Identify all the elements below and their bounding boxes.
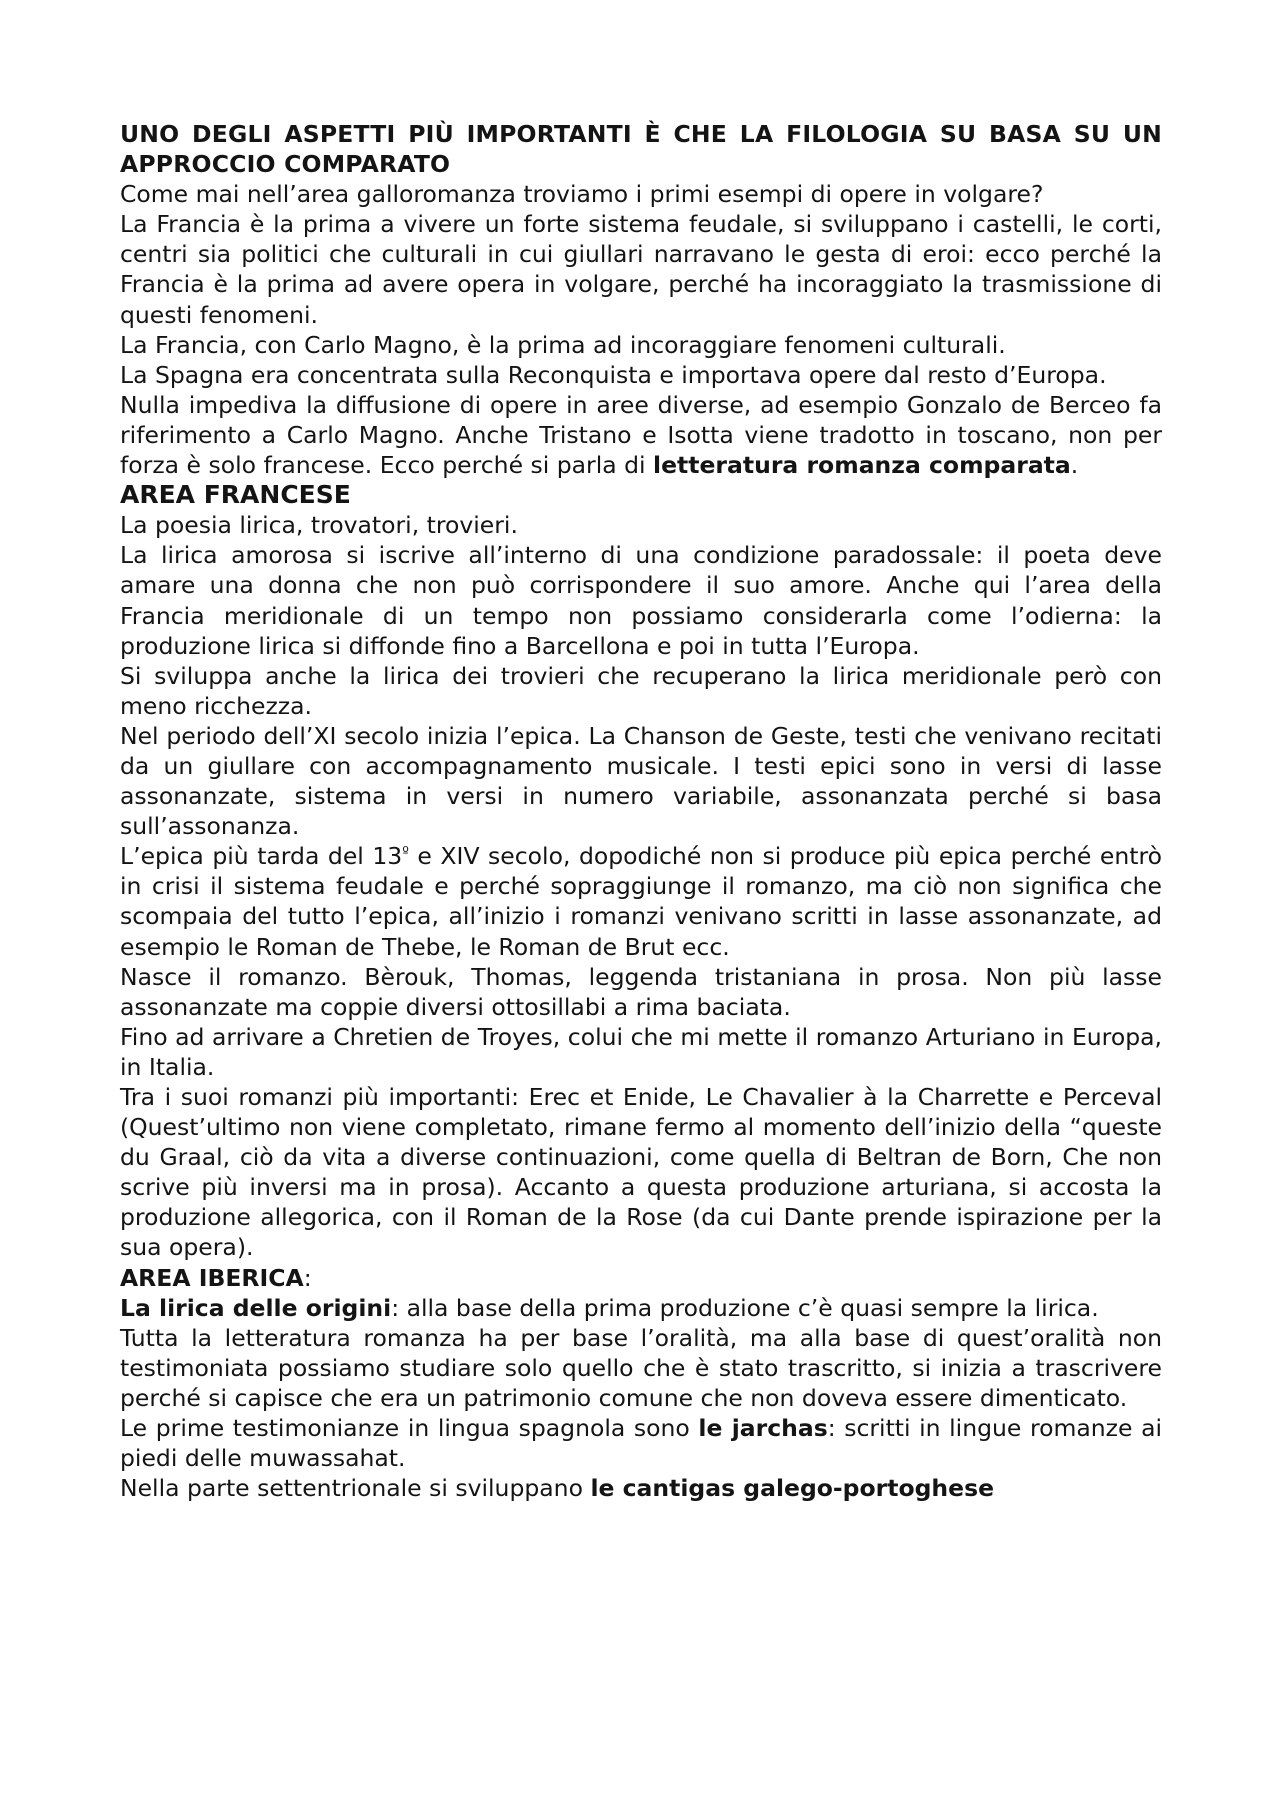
intro-paragraph-spagna: La Spagna era concentrata sulla Reconquista e importava opere dal resto d’Europa. (120, 360, 1107, 389)
francese-trovieri: Si sviluppa anche la lirica dei trovieri che recuperano la lirica meridionale però con meno ricchezza. (120, 661, 1162, 720)
letteratura-romanza-bold: letteratura romanza comparata (653, 451, 1071, 480)
francese-epica-tarda (120, 841, 1162, 961)
iberica-cantigas (120, 1473, 1162, 1503)
lirica-origini-text: : alla base della prima produzione c’è quasi sempre la lirica. (391, 1293, 1099, 1322)
jarchas-text-a: Le prime testimonianze in lingua spagnola sono (120, 1414, 699, 1443)
intro-question: Come mai nell’area galloromanza troviamo i primi esempi di opere in volgare? (120, 180, 1044, 209)
francese-chretien: Fino ad arrivare a Chretien de Troyes, colui che mi mette il romanzo Arturiano in Europa, in Italia. (120, 1022, 1162, 1081)
diffusione-text: Nulla impediva la diffusione di opere in aree diverse, ad esempio Gonzalo de Berceo fa riferimento a Carlo Magno. Anche Tristano e Isotta viene tradotto in toscano, non per forza è solo francese. Ecco perché si parla di (120, 390, 1162, 480)
francese-lirica-amorosa: La lirica amorosa si iscrive all’interno di una condizione paradossale: il poeta deve amare una donna che non può corrispondere il suo amore. Anche qui l’area della Francia meridionale di un tempo non possiamo considerarla come l’odierna: la produzione lirica si diffonde fino a Barcellona e poi in tutta l’Europa. (120, 541, 1162, 660)
intro-paragraph-diffusione (120, 390, 1162, 480)
francese-romanzo: Nasce il romanzo. Bèrouk, Thomas, leggenda tristaniana in prosa. Non più lasse assonanzate ma coppie diversi ottosillabi a rima baciata. (120, 962, 1162, 1021)
diffusione-end: . (1070, 451, 1079, 480)
jarchas-bold: le jarchas (698, 1414, 828, 1443)
area-francese-heading: AREA FRANCESE (120, 480, 351, 510)
cantigas-text: Nella parte settentrionale si sviluppano (120, 1474, 591, 1503)
jarchas-text-b: : scritti in lingue romanze ai piedi delle muwassahat. (120, 1414, 1163, 1473)
area-iberica-heading (120, 1263, 1162, 1293)
epica-tarda-text-a: L’epica più tarda del 13 (120, 842, 403, 871)
area-iberica-label: AREA IBERICA (120, 1263, 304, 1292)
intro-paragraph-feudal: La Francia è la prima a vivere un forte sistema feudale, si sviluppano i castelli, le corti, centri sia politici che culturali in cui giullari narravano le gesta di eroi: ecco perché la Francia è la prima ad avere opera in volgare, perché ha incoraggiato la trasmissione di questi fenomeni. (120, 210, 1162, 329)
intro-paragraph-carlo-magno: La Francia, con Carlo Magno, è la prima ad incoraggiare fenomeni culturali. (120, 330, 1006, 359)
cantigas-bold: le cantigas galego-portoghese (590, 1474, 995, 1503)
lirica-origini-bold: La lirica delle origini (120, 1293, 392, 1322)
francese-epica: Nel periodo dell’XI secolo inizia l’epica. La Chanson de Geste, testi che venivano recitati da un giullare con accompagnamento musicale. I testi epici sono in versi di lasse assonanzate, sistema in versi in numero variabile, assonanzata perché si basa sull’assonanza. (120, 721, 1162, 841)
iberica-oralita: Tutta la letteratura romanza ha per base l’oralità, ma alla base di quest’oralità non testimoniata possiamo studiare solo quello che è stato trascritto, si inizia a trascrivere perché si capisce che era un patrimonio comune che non doveva essere dimenticato. (120, 1323, 1162, 1412)
iberica-lirica-origini (120, 1293, 1162, 1323)
area-iberica-colon: : (303, 1263, 312, 1292)
iberica-jarchas (120, 1413, 1162, 1473)
francese-lirica-intro: La poesia lirica, trovatori, trovieri. (120, 511, 518, 540)
document-page (120, 119, 1162, 1503)
francese-romanzi-importanti: Tra i suoi romanzi più importanti: Erec et Enide, Le Chavalier à la Charrette e Perceval (Quest’ultimo non viene completato, rimane fermo al momento dell’inizio della “queste du Graal, ciò da vita a diverse continuazioni, come quella di Beltran de Born, Che non scrive più inversi ma in prosa). Accanto a questa produzione arturiana, si accosta la produzione allegorica, con il Roman de la Rose (da cui Dante prende ispirazione per la sua opera). (120, 1083, 1162, 1262)
document-title: UNO DEGLI ASPETTI PIÙ IMPORTANTI È CHE LA FILOLOGIA SU BASA SU UN APPROCCIO COMPARATO (120, 120, 1162, 179)
ordinal-marker: º (402, 844, 409, 861)
epica-tarda-text-b: e XIV secolo, dopodiché non si produce più epica perché entrò in crisi il sistema feudale e perché sopraggiunge il romanzo, ma ciò non significa che scompaia del tutto l’epica, all’inizio i romanzi venivano scritti in lasse assonanzate, ad esempio le Roman de Thebe, le Roman de Brut ecc. (120, 842, 1163, 961)
